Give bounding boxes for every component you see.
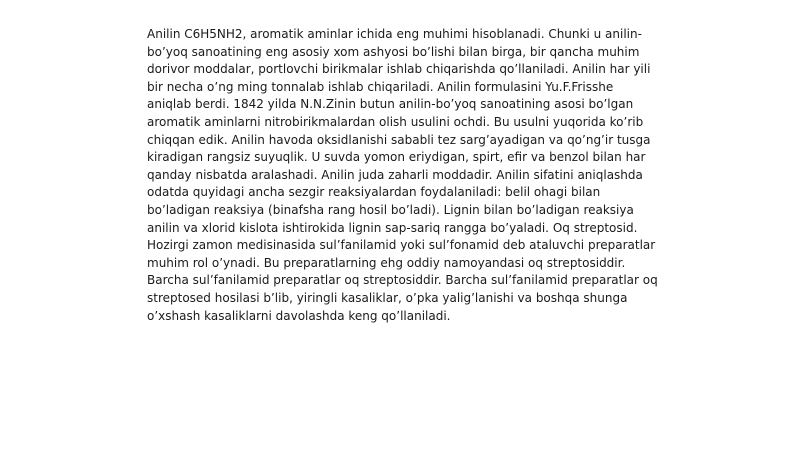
text-line: Barcha sul’fanilamid preparatlar oq streptosiddir. Barcha sul’fanilamid preparatlar oq bbox=[147, 273, 658, 288]
text-line: streptosed hosilasi b’lib, yiringli kasaliklar, o’pka yalig’lanishi va boshqa shunga bbox=[147, 290, 628, 305]
text-line: muhim rol o’ynadi. Bu preparatlarning ehg oddiy namoyandasi oq streptosiddir. bbox=[147, 255, 626, 270]
text-line: odatda quyidagi ancha sezgir reaksiyalardan foydalaniladi: belil ohagi bilan bbox=[147, 185, 601, 200]
text-line: qanday nisbatda aralashadi. Anilin juda zaharli moddadir. Anilin sifatini aniqlashda bbox=[147, 167, 643, 182]
text-line: Hozirgi zamon medisinasida sul’fanilamid yoki sul’fonamid deb ataluvchi preparatlar bbox=[147, 238, 656, 253]
text-line: anilin va xlorid kislota ishtirokida lignin sap-sariq rangga bo’yaladi. Oq streptosid. bbox=[147, 220, 638, 235]
text-line: dorivor moddalar, portlovchi birikmalar ishlab chiqarishda qo’llaniladi. Anilin har yili bbox=[147, 62, 651, 77]
text-line: bir necha o’ng ming tonnalab ishlab chiqariladi. Anilin formulasini Yu.F.Frisshe bbox=[147, 79, 614, 94]
text-line: aniqlab berdi. 1842 yilda N.N.Zinin butun anilin-bo’yoq sanoatining asosi bo’lgan bbox=[147, 97, 634, 112]
text-line: bo’ladigan reaksiya (binafsha rang hosil bo’ladi). Lignin bilan bo’ladigan reaksiya bbox=[147, 202, 634, 217]
text-line: bo’yoq sanoatining eng asosiy xom ashyosi bo’lishi bilan birga, bir qancha muhim bbox=[147, 44, 640, 59]
text-line: kiradigan rangsiz suyuqlik. U suvda yomon eriydigan, spirt, efir va benzol bilan har bbox=[147, 150, 646, 165]
paragraph bbox=[147, 26, 667, 325]
text-line: o’xshash kasaliklarni davolashda keng qo’llaniladi. bbox=[147, 308, 451, 323]
text-line: Anilin C6H5NH2, aromatik aminlar ichida eng muhimi hisoblanadi. Chunki u anilin- bbox=[147, 27, 642, 41]
text-line: aromatik aminlarni nitrobirikmalardan olish usulini ochdi. Bu usulni yuqorida ko’rib bbox=[147, 114, 644, 129]
text-line: chiqqan edik. Anilin havoda oksidlanishi sababli tez sarg’ayadigan va qo’ng’ir tusga bbox=[147, 132, 651, 147]
